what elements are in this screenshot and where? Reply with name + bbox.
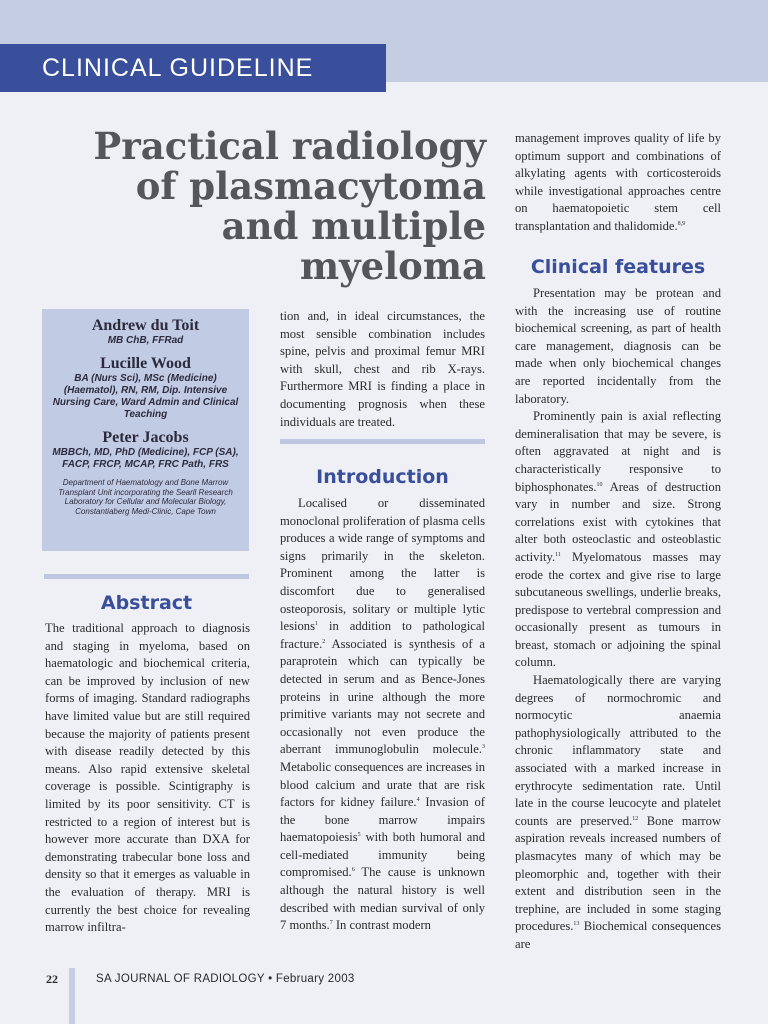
body-paragraph (515, 672, 721, 954)
citation-ref: 1 (314, 620, 318, 627)
text-run: with both humoral and cell-mediated immunity being compromised. (280, 830, 485, 880)
citation-ref: 3 (482, 744, 485, 751)
divider (44, 574, 249, 579)
title-line: and multiple (221, 204, 486, 248)
text-run: Prominently pain is axial reflecting demineralisation that may be severe, is often aggravated at night and is characteristically responsive to biphosphonates. (515, 409, 721, 494)
footer-bar (69, 968, 75, 1024)
text-run: Metabolic consequences are increases in blood calcium and urate that are risk factors for kidney failure. (280, 759, 485, 810)
column-2-top (280, 308, 485, 431)
affiliation: Department of Haematology and Bone Marrow Transplant Unit incorporating the Searll Research Laboratory for Cellular and Molecular Biology, Constantiaberg Medi-Clinic, Cape Town (58, 478, 233, 516)
text-run: in addition to pathological fracture. (280, 619, 485, 651)
clinical-features-text (515, 285, 721, 954)
title-line: myeloma (299, 244, 486, 288)
author-qualifications: BA (Nurs Sci), MSc (Medicine) (Haematol), RN, RM, Dip. Intensive Nursing Care, Ward Admin and Clinical Teaching (52, 373, 239, 420)
author-name: Lucille Wood (100, 355, 191, 372)
citation-ref: 11 (555, 551, 561, 558)
body-paragraph: tion and, in ideal circumstances, the most sensible combination includes spine, pelvis and proximal femur MRI with skull, chest and rib X-rays. Furthermore MRI is finding a place in documenting prognosis when these individuals are treated. (280, 309, 485, 429)
introduction-heading: Introduction (316, 466, 449, 488)
author-name: Peter Jacobs (102, 429, 189, 446)
citation-ref: 10 (596, 481, 603, 488)
text-run: Invasion of the bone marrow impairs haematopoiesis (280, 795, 485, 845)
text-run: Haematologically there are varying degrees of normochromic and normocytic anaemia pathophysiologically attributed to the chronic inflammatory state and associated with a marked increase in erythrocyte sedimentation rate. Until late in the course leucocyte and platelet counts are preserved. (515, 673, 721, 828)
abstract-text (45, 620, 250, 937)
author-qualifications: MB ChB, FFRad (107, 335, 184, 346)
citation-ref: 4 (416, 796, 420, 803)
citation-ref: 2 (322, 638, 326, 645)
text-run: Bone marrow aspiration reveals increased numbers of plasmacytes many of which may be pleomorphic and, together with their extent and distribution seen in the trephine, are included in some staging procedures. (515, 813, 721, 934)
author-box (42, 309, 249, 551)
column-3-top (515, 130, 721, 236)
journal-name: SA JOURNAL OF RADIOLOGY • February 2003 (96, 973, 355, 985)
clinical-features-heading: Clinical features (530, 256, 706, 278)
introduction-text (280, 495, 485, 935)
citation-ref: 6 (351, 867, 355, 874)
text-run: The cause is unknown although the natural history is well described with median survival of only 7 months. (280, 865, 485, 933)
text-run: In contrast modern (332, 918, 431, 933)
citation-ref: 7 (329, 920, 333, 927)
text-run: management improves quality of life by optimum support and combinations of alkylating agents with corticosteroids while investigational approaches centre on haematopoietic stem cell transplantation and thalidomide. (515, 131, 721, 233)
body-paragraph (515, 408, 721, 672)
title-line: of plasmacytoma (135, 164, 486, 208)
citation-ref: 5 (357, 832, 361, 839)
citation-ref: 8,9 (677, 220, 686, 227)
text-run: Myelomatous masses may erode the cortex and give rise to large subcutaneous swellings, underlie breaks, predispose to vertebral compression and occasionally present as tumours in breast, stomach or adjoining the spinal column. (515, 549, 721, 670)
body-paragraph (515, 130, 721, 236)
text-run: Biochemical consequences are (515, 919, 721, 951)
text-run: Associated is synthesis of a paraprotein which can typically be detected in serum and as Bence-Jones proteins in urine although the more primitive variants may not secrete and occasionally not even produce the aberrant immunoglobulin molecule. (280, 636, 485, 757)
title-line: Practical radiology (93, 124, 486, 168)
citation-ref: 12 (632, 815, 639, 822)
author-qualifications: MBBCh, MD, PhD (Medicine), FCP (SA), FACP, FRCP, MCAP, FRC Path, FRS (52, 447, 239, 470)
page-number: 22 (46, 972, 58, 986)
article-title (60, 126, 486, 286)
citation-ref: 13 (573, 921, 580, 928)
text-run: Areas of destruction vary in number and size. Strong correlations exist with cytokines that alter both osteoclastic and osteoblastic activity. (515, 479, 721, 564)
text-run: Localised or disseminated monoclonal proliferation of plasma cells produces a wide range of symptoms and signs primarily in the skeleton. Prominent among the latter is discomfort due to generalised osteoporosis, solitary or multiple lytic lesions (280, 496, 485, 634)
divider (280, 439, 485, 444)
abstract-paragraph: The traditional approach to diagnosis and staging in myeloma, based on haematologic and biochemical criteria, can be improved by inclusion of new forms of imaging. Standard radiographs have limited value but are still required because the majority of patients present with disease readily detected by this means. Also rapid extensive skeletal coverage is possible. Scintigraphy is limited by its poor sensitivity. CT is restricted to a region of interest but is however more accurate than DXA for demonstrating trabecular bone loss and density so that it emerges as valuable in the evaluation of therapy. MRI is currently the best choice for revealing marrow infiltra- (45, 621, 250, 935)
abstract-heading: Abstract (100, 592, 193, 614)
body-paragraph: Presentation may be protean and with the increasing use of routine biochemical screening, as part of health care management, diagnosis can be made when only biochemical changes are reported incidentally from the laboratory. (515, 286, 721, 406)
section-banner: CLINICAL GUIDELINE (0, 44, 386, 92)
author-name: Andrew du Toit (91, 317, 200, 334)
body-paragraph (280, 495, 485, 935)
